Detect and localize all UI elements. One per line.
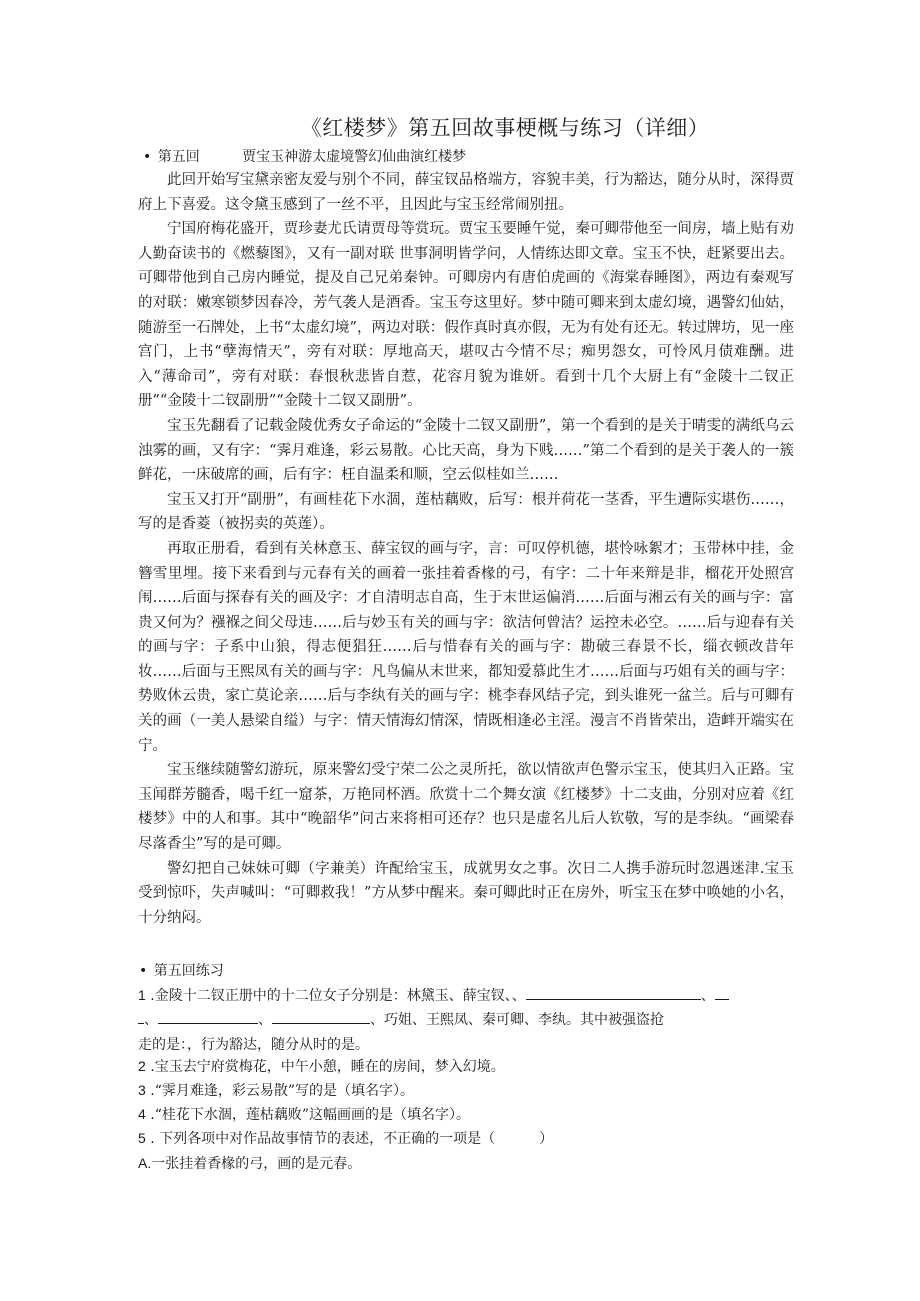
question-1-line-2	[138, 1008, 664, 1031]
exercise-heading	[139, 960, 224, 980]
paragraph: 宝玉先翻看了记载金陵优秀女子命运的“金陵十二钗又副册”，第一个看到的是关于晴雯的满纸乌云浊雾的画，又有字：“霁月难逢，彩云易散。心比天高，身为下贱……”第二个看到的是关于袭人的一簇鲜花，一床破席的画，后有字：枉自温柔和顺，空云似桂如兰……	[138, 417, 794, 484]
paragraph: 宝玉继续随警幻游玩，原来警幻受宁荣二公之灵所托，欲以情欲声色警示宝玉，使其归入正路。宝玉闻群芳髓香，喝千红一窟茶，万艳同杯酒。欣赏十二个舞女演《红楼梦》十二支曲，分别对应着《红楼梦》中的人和事。其中“晚韶华”问古来将相可还存？也只是虚名儿后人钦敬，写的是李纨。“画梁春尽落香尘”写的是可卿。	[138, 762, 794, 853]
question-text: . 下列各项中对作品故事情节的表述，不正确的一项是（	[145, 1131, 496, 1147]
option-text: 一张挂着香椽的弓，画的是元春。	[151, 1156, 362, 1172]
chapter-subtitle: 贾宝玉神游太虚境警幻仙曲演红楼梦	[242, 149, 467, 165]
question-number: 4	[138, 1106, 146, 1122]
summary-body	[138, 168, 794, 930]
question-text: .宝玉去宁府赏梅花，中午小憩，睡在的房间，梦入幻境。	[145, 1059, 505, 1075]
chapter-label: 第五回	[157, 149, 200, 165]
answer-separator: 、	[144, 1012, 158, 1028]
title-text: 《红楼梦》第五回故事梗概与练习（详细）	[300, 116, 710, 140]
question-4	[138, 1103, 470, 1126]
question-3	[138, 1079, 414, 1102]
bullet-icon: •	[139, 963, 148, 979]
question-2	[138, 1055, 505, 1078]
page-title	[0, 112, 920, 142]
question-1-line-3	[138, 1034, 369, 1056]
answer-blank[interactable]	[715, 984, 729, 1000]
paragraph: 宁国府梅花盛开，贾珍妻尤氏请贾母等赏玩。贾宝玉要睡午觉，秦可卿带他至一间房，墙上贴有劝人勤奋读书的《燃藜图》，又有一副对联 世事洞明皆学问，人情练达即文章。宝玉不快，赶紧要出去。可卿带他到自己房内睡觉，提及自己兄弟秦钟。可卿房内有唐伯虎画的《海棠春睡图》，两边有秦观写的对联：嫩寒锁梦因春冷，芳气袭人是酒香。宝玉夸这里好。梦中随可卿来到太虚幻境，遇警幻仙姑，随游至一石牌处，上书“太虚幻境”，两边对联：假作真时真亦假，无为有处有还无。转过牌坊，见一座宫门，上书“孽海情天”，旁有对联：厚地高天，堪叹古今情不尽；痴男怨女，可怜风月债难酬。进入“薄命司”，旁有对联：春恨秋悲皆自惹，花容月貌为谁妍。看到十几个大厨上有“金陵十二钗正册”“金陵十二钗副册”“金陵十二钗又副册”。	[138, 221, 794, 410]
answer-separator: 、	[370, 1012, 384, 1028]
question-text: .金陵十二钗正册中的十二位女子分别是：林黛玉、薛宝钗、	[145, 988, 512, 1004]
question-text: .“霁月难逢，彩云易散”写的是（填名字）。	[145, 1083, 415, 1099]
answer-separator: 、	[258, 1012, 272, 1028]
question-5	[138, 1127, 553, 1150]
paragraph: 再取正册看，看到有关林意玉、薛宝钗的画与字，言：可叹停机德，堪怜咏絮才；玉带林中挂，金簪雪里埋。接下来看到与元春有关的画着一张挂着香椽的弓，有字：二十年来辩是非，榴花开处照宫闱……后面与探春有关的画及字：才自清明志自高，生于末世运偏消……后面与湘云有关的画与字：富贵又何为？襁褓之间父母违……后与妙玉有关的画与字：欲洁何曾洁？运控未必空。……后与迎春有关的画与字：子系中山狼，得志便猖狂……后与惜春有关的画与字：勘破三春景不长，缁衣顿改昔年妆……后面与王熙凤有关的画与字：凡鸟偏从末世来，都知爱慕此生才……后面与巧姐有关的画与字：势败休云贵，家亡莫论亲……后与李纨有关的画与字：桃李春风结子完，到头谁死一盆兰。后与可卿有关的画（一美人悬梁自缢）与字：情天情海幻情深，情既相逢必主淫。漫言不肖皆荣出，造衅开端实在宁。	[138, 540, 794, 754]
question-text: 巧姐、王熙凤、秦可卿、李纨。其中被强盗抢	[384, 1012, 664, 1028]
question-close: ）	[539, 1131, 554, 1147]
question-number: 3	[138, 1082, 146, 1098]
question-number: 2	[138, 1058, 146, 1074]
chapter-heading	[143, 146, 466, 166]
question-1	[138, 984, 729, 1007]
paragraph: 宝玉又打开“副册”，有画桂花下水涸，莲枯藕败，后写：根并荷花一茎香，平生遭际实堪伤……，写的是香菱（被拐卖的英莲）。	[138, 491, 794, 533]
option-letter: A.	[138, 1155, 152, 1171]
question-text: .“桂花下水涸，莲枯藕败”这幅画画的是（填名字）。	[145, 1107, 471, 1123]
option-a	[138, 1152, 361, 1175]
bullet-icon: •	[143, 149, 152, 165]
paragraph: 此回开始写宝黛亲密友爱与别个不同，薛宝钗品格端方，容貌丰美，行为豁达，随分从时，深得贾府上下喜爱。这令黛玉感到了一丝不平，且因此与宝玉经常闹别扭。	[138, 172, 794, 213]
exercise-label: 第五回练习	[153, 963, 224, 979]
answer-blank[interactable]	[526, 984, 701, 1000]
answer-blank[interactable]	[272, 1008, 370, 1024]
answer-separator: 、	[511, 988, 526, 1004]
question-number: 5	[138, 1130, 146, 1146]
answer-separator: 、	[700, 988, 715, 1004]
answer-blank[interactable]	[158, 1008, 258, 1024]
question-number: 1	[138, 987, 146, 1003]
paragraph: 警幻把自己妹妹可卿（字兼美）许配给宝玉，成就男女之事。次日二人携手游玩时忽遇迷津.宝玉受到惊吓，失声喊叫：“可卿救我！”方从梦中醒来。秦可卿此时正在房外，听宝玉在梦中唤她的小名，十分纳闷。	[138, 860, 794, 926]
question-text: 走的是：，行为豁达，随分从时的是。	[138, 1037, 369, 1053]
